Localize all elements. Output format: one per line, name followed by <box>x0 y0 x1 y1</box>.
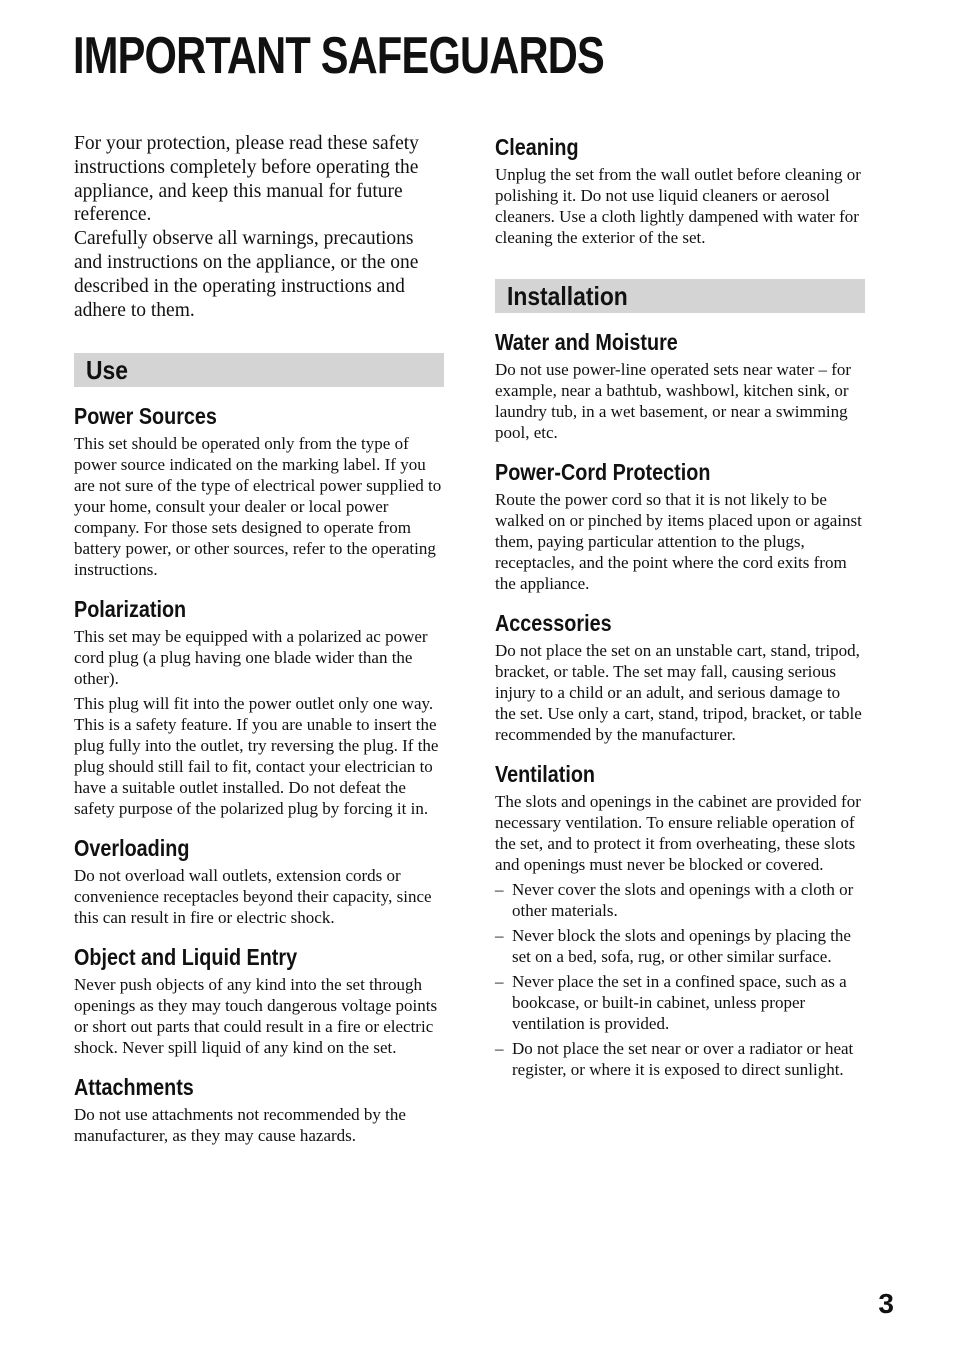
intro-paragraph-1: For your protection, please read these safety instructions completely before operating the appliance, and keep this manual for future reference. <box>74 133 419 226</box>
text-ventilation: The slots and openings in the cabinet are provided for necessary ventilation. To ensure reliable operation of the set, and to protect it from overheating, these slots and openings must never be blocked or covered. <box>495 792 861 874</box>
text-polarization-1: This set may be equipped with a polarized ac power cord plug (a plug having one blade wider than the other). <box>74 627 428 689</box>
intro-paragraph-2: Carefully observe all warnings, precautions and instructions on the appliance, or the one described in the operating instructions and adhere to them. <box>74 228 419 321</box>
section-band-installation <box>495 279 865 313</box>
list-item: – Never block the slots and openings by placing the set on a bed, sofa, rug, or other similar surface. <box>495 926 851 966</box>
section-heading-installation: Installation <box>507 281 628 311</box>
ventilation-list <box>495 879 865 1080</box>
page-number: 3 <box>878 1288 894 1319</box>
heading-accessories: Accessories <box>495 610 612 636</box>
text-water-moisture: Do not use power-line operated sets near water – for example, near a bathtub, washbowl, kitchen sink, or laundry tub, in a wet basement, or near a swimming pool, etc. <box>495 360 852 442</box>
text-polarization-2: This plug will fit into the power outlet only one way. This is a safety feature. If you are unable to insert the plug fully into the outlet, try reversing the plug. If the plug should still fail to fit, contact your electrician to have a suitable outlet installed. Do not defeat the safety purpose of the polarized plug by forcing it in. <box>74 694 439 819</box>
heading-cleaning: Cleaning <box>495 134 579 160</box>
heading-water-moisture: Water and Moisture <box>495 329 678 355</box>
text-power-cord-protection: Route the power cord so that it is not likely to be walked on or pinched by items placed upon or against them, paying particular attention to the plugs, receptacles, and the point where the cord exits from the appliance. <box>495 490 862 593</box>
list-item: – Never cover the slots and openings with a cloth or other materials. <box>495 880 854 920</box>
left-column <box>74 132 444 1146</box>
text-power-sources: This set should be operated only from the type of power source indicated on the marking label. If you are not sure of the type of electrical power supplied to your home, consult your dealer or local power company. For those sets designed to operate from battery power, or other sources, refer to the operating instructions. <box>74 434 442 580</box>
heading-overloading: Overloading <box>74 835 190 862</box>
section-band-use <box>74 353 444 387</box>
text-accessories: Do not place the set on an unstable cart, stand, tripod, bracket, or table. The set may fall, causing serious injury to a child or an adult, and serious damage to the set. Use only a cart, stand, tripod, bracket, or table recommended by the manufacturer. <box>495 641 862 744</box>
heading-object-liquid-entry: Object and Liquid Entry <box>74 944 298 971</box>
list-item: – Do not place the set near or over a radiator or heat register, or where it is exposed to direct sunlight. <box>495 1039 854 1079</box>
heading-power-cord-protection: Power-Cord Protection <box>495 459 711 485</box>
text-cleaning: Unplug the set from the wall outlet before cleaning or polishing it. Do not use liquid cleaners or aerosol cleaners. Use a cloth lightly dampened with water for cleaning the exterior of the set. <box>495 165 861 247</box>
heading-polarization: Polarization <box>74 596 187 623</box>
text-attachments: Do not use attachments not recommended by the manufacturer, as they may cause hazards. <box>74 1105 406 1146</box>
heading-power-sources: Power Sources <box>74 403 217 430</box>
list-item: – Never place the set in a confined space, such as a bookcase, or built-in cabinet, unless proper ventilation is provided. <box>495 972 847 1033</box>
heading-ventilation: Ventilation <box>495 761 596 787</box>
right-column <box>495 132 865 1080</box>
text-object-liquid-entry: Never push objects of any kind into the set through openings as they may touch dangerous voltage points or short out parts that could result in a fire or electric shock. Never spill liquid of any kind on the set. <box>74 975 438 1058</box>
text-overloading: Do not overload wall outlets, extension cords or convenience receptacles beyond their capacity, since this can result in fire or electric shock. <box>74 866 432 928</box>
heading-attachments: Attachments <box>74 1074 194 1101</box>
page-title: IMPORTANT SAFEGUARDS <box>73 27 604 85</box>
section-heading-use: Use <box>86 355 128 386</box>
